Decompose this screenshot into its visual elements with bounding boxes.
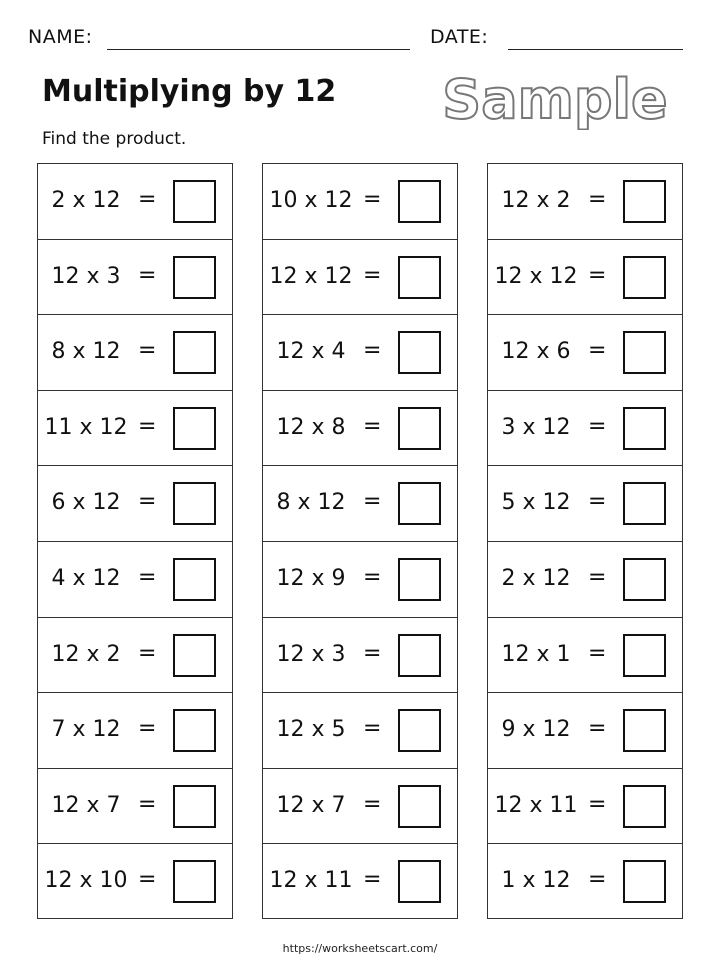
equals-sign: = <box>363 791 382 817</box>
problem-row <box>38 844 232 920</box>
problem-row <box>488 693 682 769</box>
equals-sign: = <box>363 413 382 439</box>
problem-text: 2 x 12 <box>51 188 121 213</box>
problem-text: 12 x 7 <box>276 792 346 818</box>
problem-text: 10 x 12 <box>269 188 353 213</box>
equals-sign: = <box>138 187 157 212</box>
equals-sign: = <box>588 338 607 364</box>
problem-text: 12 x 3 <box>276 641 346 667</box>
problem-row <box>488 240 682 316</box>
problem-row <box>38 618 232 694</box>
equals-sign: = <box>588 716 607 742</box>
sample-watermark <box>420 66 690 130</box>
problem-row <box>38 693 232 769</box>
answer-box[interactable] <box>398 709 441 752</box>
answer-box[interactable] <box>173 785 216 828</box>
problem-text: 1 x 12 <box>501 868 571 894</box>
problem-text: 12 x 2 <box>51 641 121 667</box>
answer-box[interactable] <box>173 860 216 903</box>
answer-box[interactable] <box>173 482 216 525</box>
equals-sign: = <box>363 338 382 364</box>
answer-box[interactable] <box>398 558 441 601</box>
problem-text: 12 x 10 <box>44 868 128 894</box>
problem-row <box>38 769 232 845</box>
worksheet-title: Multiplying by 12 <box>42 74 337 109</box>
problem-text: 12 x 6 <box>501 339 571 365</box>
problem-row <box>38 164 232 240</box>
problem-text: 12 x 11 <box>494 792 578 818</box>
date-field[interactable] <box>508 49 683 50</box>
answer-box[interactable] <box>173 634 216 677</box>
answer-box[interactable] <box>398 785 441 828</box>
equals-sign: = <box>363 716 382 742</box>
equals-sign: = <box>363 187 382 212</box>
equals-sign: = <box>588 867 607 893</box>
equals-sign: = <box>138 564 157 590</box>
problem-row <box>263 693 457 769</box>
problem-row <box>488 466 682 542</box>
equals-sign: = <box>363 262 382 288</box>
problem-text: 9 x 12 <box>501 717 571 743</box>
answer-box[interactable] <box>398 180 441 223</box>
answer-box[interactable] <box>173 331 216 374</box>
problem-text: 5 x 12 <box>501 490 571 516</box>
problem-column-2 <box>262 163 458 919</box>
equals-sign: = <box>138 640 157 666</box>
problem-text: 2 x 12 <box>501 565 571 591</box>
problem-text: 8 x 12 <box>51 339 121 365</box>
problem-text: 7 x 12 <box>51 717 121 743</box>
equals-sign: = <box>588 640 607 666</box>
answer-box[interactable] <box>623 407 666 450</box>
problem-text: 12 x 8 <box>276 414 346 440</box>
problem-row <box>38 466 232 542</box>
answer-box[interactable] <box>623 860 666 903</box>
equals-sign: = <box>588 413 607 439</box>
footer-url: https://worksheetscart.com/ <box>282 942 438 955</box>
problem-text: 12 x 4 <box>276 339 346 365</box>
equals-sign: = <box>138 867 157 893</box>
name-label: NAME: <box>28 26 93 48</box>
watermark-text: Sample <box>442 68 668 130</box>
problem-text: 12 x 11 <box>269 868 353 894</box>
answer-box[interactable] <box>398 331 441 374</box>
answer-box[interactable] <box>398 634 441 677</box>
answer-box[interactable] <box>623 558 666 601</box>
answer-box[interactable] <box>623 482 666 525</box>
date-label: DATE: <box>430 26 489 48</box>
problem-text: 4 x 12 <box>51 565 121 591</box>
answer-box[interactable] <box>623 256 666 299</box>
problem-row <box>488 391 682 467</box>
answer-box[interactable] <box>398 256 441 299</box>
problem-row <box>488 769 682 845</box>
equals-sign: = <box>138 791 157 817</box>
equals-sign: = <box>363 867 382 893</box>
answer-box[interactable] <box>173 256 216 299</box>
answer-box[interactable] <box>623 634 666 677</box>
problem-row <box>38 542 232 618</box>
problem-row <box>38 315 232 391</box>
problem-text: 12 x 5 <box>276 717 346 743</box>
problem-row <box>263 769 457 845</box>
problem-row <box>263 542 457 618</box>
problem-row <box>488 618 682 694</box>
answer-box[interactable] <box>623 180 666 223</box>
problem-text: 11 x 12 <box>44 414 128 440</box>
problem-text: 12 x 7 <box>51 792 121 818</box>
equals-sign: = <box>138 413 157 439</box>
equals-sign: = <box>363 489 382 515</box>
problem-text: 12 x 3 <box>51 263 121 289</box>
problem-row <box>263 164 457 240</box>
problem-row <box>488 315 682 391</box>
problem-column-3 <box>487 163 683 919</box>
equals-sign: = <box>363 564 382 590</box>
answer-box[interactable] <box>173 558 216 601</box>
problem-text: 12 x 12 <box>269 263 353 289</box>
problem-row <box>488 164 682 240</box>
equals-sign: = <box>138 338 157 364</box>
problem-row <box>488 542 682 618</box>
answer-box[interactable] <box>173 407 216 450</box>
problem-text: 12 x 1 <box>501 641 571 667</box>
problem-row <box>488 844 682 920</box>
problem-row <box>263 466 457 542</box>
problem-text: 12 x 12 <box>494 263 578 289</box>
problem-text: 3 x 12 <box>501 414 571 440</box>
name-field[interactable] <box>107 49 410 50</box>
answer-box[interactable] <box>398 407 441 450</box>
problem-row <box>263 844 457 920</box>
problem-row <box>263 240 457 316</box>
answer-box[interactable] <box>173 180 216 223</box>
equals-sign: = <box>588 187 607 212</box>
equals-sign: = <box>588 489 607 515</box>
answer-box[interactable] <box>398 860 441 903</box>
instruction-text: Find the product. <box>42 129 187 149</box>
answer-box[interactable] <box>173 709 216 752</box>
problem-text: 12 x 9 <box>276 565 346 591</box>
equals-sign: = <box>138 489 157 515</box>
problem-row <box>38 391 232 467</box>
equals-sign: = <box>588 791 607 817</box>
problem-row <box>263 315 457 391</box>
equals-sign: = <box>138 262 157 288</box>
problem-row <box>38 240 232 316</box>
problem-row <box>263 391 457 467</box>
answer-box[interactable] <box>398 482 441 525</box>
answer-box[interactable] <box>623 709 666 752</box>
problem-text: 6 x 12 <box>51 490 121 516</box>
problem-text: 12 x 2 <box>501 188 571 213</box>
equals-sign: = <box>588 564 607 590</box>
answer-box[interactable] <box>623 331 666 374</box>
problem-row <box>263 618 457 694</box>
problem-column-1 <box>37 163 233 919</box>
answer-box[interactable] <box>623 785 666 828</box>
equals-sign: = <box>138 716 157 742</box>
problem-text: 8 x 12 <box>276 490 346 516</box>
equals-sign: = <box>588 262 607 288</box>
equals-sign: = <box>363 640 382 666</box>
